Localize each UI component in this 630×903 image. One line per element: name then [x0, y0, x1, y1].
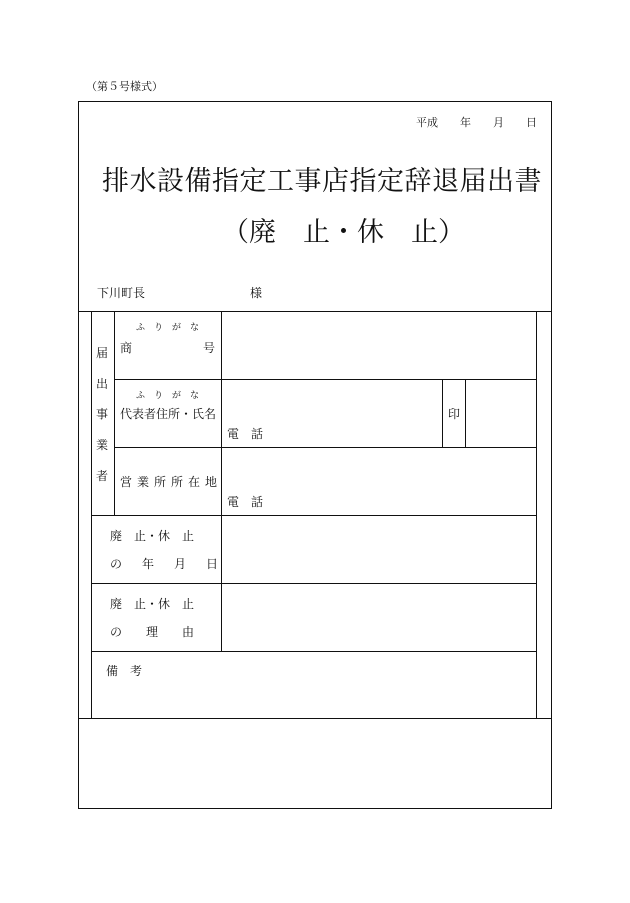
- seal-cell-left: [442, 379, 443, 447]
- row-line-5: [91, 651, 536, 652]
- page-title: 排水設備指定工事店指定辞退届出書: [102, 166, 542, 197]
- table-bottom-line: [78, 718, 552, 719]
- addressee-suffix: 様: [250, 286, 263, 300]
- applicant-label-1: 届: [96, 346, 109, 360]
- furigana-representative: ふりがな: [136, 391, 209, 401]
- row-line-3: [91, 515, 536, 516]
- discontinue-date-label-2: の 年 月 日: [110, 557, 223, 571]
- applicant-column-divider: [114, 311, 115, 516]
- table-top-line: [78, 311, 552, 312]
- discontinue-reason-label-1: 廃 止・休 止: [110, 597, 195, 611]
- discontinue-date-label-1: 廃 止・休 止: [110, 529, 195, 543]
- representative-label: 代表者住所・氏名: [120, 407, 217, 421]
- page-subtitle: （廃 止・休 止）: [222, 217, 465, 248]
- row-line-4: [91, 583, 536, 584]
- addressee: 下川町長: [97, 286, 146, 300]
- applicant-label-5: 者: [96, 469, 109, 483]
- applicant-label-2: 出: [96, 377, 109, 391]
- office-phone-label: 電 話: [227, 495, 264, 509]
- row-line-1: [114, 379, 536, 380]
- seal-cell-right: [465, 379, 466, 447]
- row-line-2: [114, 447, 536, 448]
- form-number: （第５号様式）: [86, 80, 163, 93]
- right-inner-border: [536, 311, 537, 718]
- applicant-label-3: 事: [96, 407, 109, 421]
- furigana-trade-name: ふりがな: [136, 323, 209, 333]
- seal-label: 印: [448, 407, 461, 421]
- form-frame: [78, 101, 552, 809]
- trade-name-label-left: 商: [120, 341, 133, 355]
- trade-name-label-right: 号: [203, 341, 216, 355]
- remarks-label: 備 考: [106, 664, 143, 678]
- applicant-label-4: 業: [96, 438, 109, 452]
- office-location-label: 営業所所在地: [120, 475, 223, 489]
- discontinue-reason-label-2: の 理 由: [110, 625, 195, 639]
- date-line: 平成 年 月 日: [416, 116, 537, 129]
- representative-phone-label: 電 話: [227, 427, 264, 441]
